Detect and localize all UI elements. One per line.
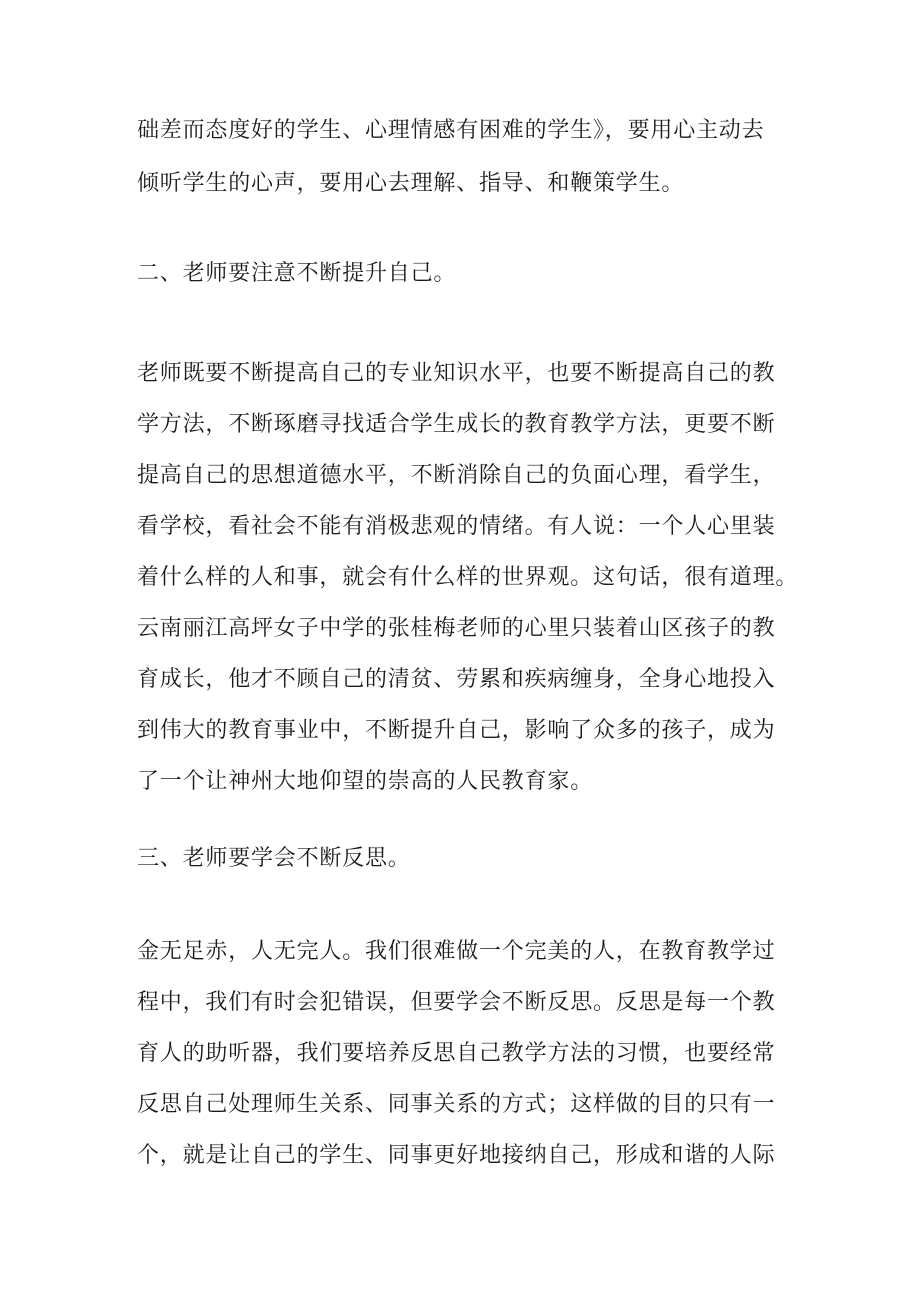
- text-line: 了一个让神州大地仰望的崇高的人民教育家。: [137, 769, 594, 794]
- text-line: 反思自己处理师生关系、同事关系的方式；这样做的目的只有一: [137, 1092, 776, 1117]
- heading-line: 二、老师要注意不断提升自己。: [137, 261, 457, 286]
- text-line: 云南丽江高坪女子中学的张桂梅老师的心里只装着山区孩子的教: [137, 616, 776, 641]
- text-line: 金无足赤，人无完人。我们很难做一个完美的人，在教育教学过: [137, 939, 776, 964]
- text-line: 看学校，看社会不能有消极悲观的情绪。有人说：一个人心里装: [137, 514, 776, 539]
- text-line: 着什么样的人和事，就会有什么样的世界观。这句话，很有道理。: [137, 565, 799, 590]
- text-line: 础差而态度好的学生、心理情感有困难的学生》，要用心主动去: [137, 118, 765, 143]
- text-line: 育人的助听器，我们要培养反思自己教学方法的习惯，也要经常: [137, 1041, 776, 1066]
- heading-line: 三、老师要学会不断反思。: [137, 846, 411, 871]
- text-line: 提高自己的思想道德水平，不断消除自己的负面心理，看学生，: [137, 463, 776, 488]
- text-line: 倾听学生的心声，要用心去理解、指导、和鞭策学生。: [137, 171, 685, 196]
- text-line: 个，就是让自己的学生、同事更好地接纳自己，形成和谐的人际: [137, 1143, 776, 1168]
- text-line: 到伟大的教育事业中，不断提升自己，影响了众多的孩子，成为: [137, 718, 776, 743]
- text-line: 学方法，不断琢磨寻找适合学生成长的教育教学方法，更要不断: [137, 412, 776, 437]
- text-line: 老师既要不断提高自己的专业知识水平，也要不断提高自己的教: [137, 361, 776, 386]
- text-line: 育成长，他才不顾自己的清贫、劳累和疾病缠身，全身心地投入: [137, 667, 776, 692]
- text-line: 程中，我们有时会犯错误，但要学会不断反思。反思是每一个教: [137, 990, 776, 1015]
